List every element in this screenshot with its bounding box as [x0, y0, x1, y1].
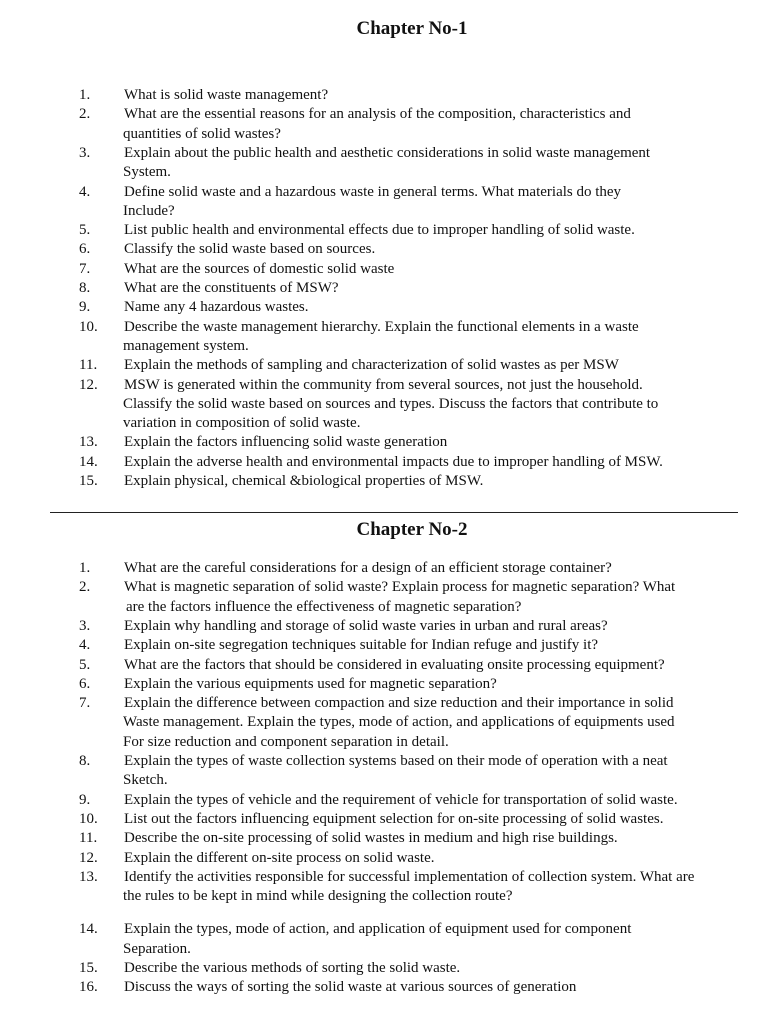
question-line: are the factors influence the effectiveness of magnetic separation? — [126, 598, 522, 615]
question-number: 8. — [79, 753, 91, 769]
question-line: Explain the difference between compaction and size reduction and their importance in solid — [124, 695, 674, 712]
question-number: 13. — [79, 434, 98, 451]
question-number: 9. — [79, 791, 91, 808]
question-number: 3. — [79, 617, 91, 634]
question-line: Classify the solid waste based on sources. — [124, 241, 376, 258]
question-text — [124, 298, 754, 317]
question-number: 2. — [79, 106, 91, 123]
question-number: 4. — [79, 183, 91, 200]
question-number: 13. — [79, 868, 98, 885]
question-line: Explain the types, mode of action, and application of equipment used for component — [124, 921, 632, 938]
question-text — [124, 86, 754, 105]
question-number: 15. — [79, 960, 98, 976]
question-number: 7. — [79, 695, 91, 712]
question-number: 11. — [79, 830, 98, 847]
question-text — [124, 791, 754, 810]
question-line: MSW is generated within the community from several sources, not just the household. — [124, 376, 643, 393]
question-text — [124, 279, 754, 298]
question-text — [124, 559, 754, 578]
question-line: Define solid waste and a hazardous waste in general terms. What materials do they — [124, 183, 622, 200]
question-number: 4. — [79, 637, 91, 654]
question-text — [124, 240, 754, 259]
question-text — [124, 221, 754, 240]
question-number: 12. — [79, 376, 98, 393]
question-line: Explain the factors influencing solid waste generation — [124, 434, 448, 451]
question-number: 2. — [79, 579, 91, 596]
question-line: the rules to be kept in mind while designing the collection route? — [123, 888, 513, 905]
question-number: 14. — [79, 453, 98, 470]
question-line: Explain physical, chemical &biological properties of MSW. — [124, 473, 484, 489]
question-text — [124, 356, 754, 375]
question-number: 15. — [79, 473, 98, 489]
question-number: 8. — [79, 280, 91, 296]
question-text — [124, 144, 754, 183]
question-line: Explain the adverse health and environmental impacts due to improper handling of MSW. — [124, 453, 663, 470]
question-line: Explain the types of waste collection systems based on their mode of operation with a neat — [124, 753, 668, 769]
question-text — [124, 829, 754, 848]
question-text — [124, 920, 754, 959]
question-line: variation in composition of solid waste. — [123, 415, 361, 432]
question-line: What are the sources of domestic solid waste — [124, 260, 395, 277]
question-text — [124, 578, 754, 617]
question-line: For size reduction and component separation in detail. — [123, 733, 449, 750]
chapter-2-title: Chapter No-2 — [356, 519, 468, 540]
question-line: List out the factors influencing equipment selection for on-site processing of solid wastes. — [124, 810, 664, 827]
question-line: Explain the methods of sampling and characterization of solid wastes as per MSW — [124, 357, 619, 374]
question-number: 1. — [79, 87, 91, 103]
question-line: What is magnetic separation of solid waste? Explain process for magnetic separation? What — [124, 579, 676, 596]
question-text — [124, 453, 754, 472]
question-number: 1. — [79, 560, 91, 576]
question-text — [124, 849, 754, 868]
question-number: 5. — [79, 656, 91, 673]
question-number: 3. — [79, 144, 91, 161]
question-line: Sketch. — [123, 772, 168, 789]
question-text — [124, 105, 754, 144]
question-text — [124, 959, 754, 978]
question-line: Discuss the ways of sorting the solid waste at various sources of generation — [124, 979, 577, 996]
question-line: Classify the solid waste based on sources and types. Discuss the factors that contribute to — [123, 395, 659, 412]
question-number: 16. — [79, 979, 98, 996]
question-text — [124, 675, 754, 694]
chapter-1-title: Chapter No-1 — [356, 18, 468, 39]
question-line: Explain on-site segregation techniques suitable for Indian refuge and justify it? — [124, 637, 599, 654]
question-line: Describe the various methods of sorting the solid waste. — [124, 960, 461, 976]
question-number: 6. — [79, 675, 91, 692]
question-text — [124, 376, 754, 434]
question-line: Explain the types of vehicle and the requirement of vehicle for transportation of solid waste. — [124, 791, 678, 808]
question-text — [124, 260, 754, 279]
question-text — [124, 433, 754, 452]
question-number: 10. — [79, 318, 98, 335]
question-text — [124, 978, 754, 997]
question-text — [124, 810, 754, 829]
question-text — [124, 656, 754, 675]
question-number: 12. — [79, 849, 98, 866]
question-line: List public health and environmental effects due to improper handling of solid waste. — [124, 222, 635, 239]
section-divider — [50, 512, 738, 513]
question-line: Include? — [123, 202, 175, 219]
question-number: 7. — [79, 260, 91, 277]
question-text — [124, 183, 754, 222]
question-line: Describe the waste management hierarchy. Explain the functional elements in a waste — [124, 318, 639, 335]
question-line: What are the factors that should be considered in evaluating onsite processing equipment? — [124, 656, 665, 673]
question-line: Explain why handling and storage of solid waste varies in urban and rural areas? — [124, 617, 608, 634]
question-line: What are the essential reasons for an analysis of the composition, characteristics and — [124, 106, 631, 123]
question-line: System. — [123, 164, 171, 181]
question-line: Waste management. Explain the types, mode of action, and applications of equipments used — [123, 714, 675, 731]
question-number: 11. — [79, 357, 98, 374]
question-line: Name any 4 hazardous wastes. — [124, 299, 309, 316]
question-line: quantities of solid wastes? — [123, 125, 281, 142]
question-line: What is solid waste management? — [124, 87, 329, 103]
question-text — [124, 636, 754, 655]
question-line: What are the constituents of MSW? — [124, 280, 339, 296]
question-line: Identify the activities responsible for successful implementation of collection system. What are — [124, 868, 695, 885]
question-number: 10. — [79, 810, 98, 827]
question-text — [124, 694, 754, 752]
question-text — [124, 617, 754, 636]
question-text — [124, 318, 754, 357]
question-line: Explain the different on-site process on solid waste. — [124, 849, 435, 866]
question-line: Explain about the public health and aesthetic considerations in solid waste management — [124, 144, 651, 161]
question-number: 6. — [79, 241, 91, 258]
question-line: Describe the on-site processing of solid wastes in medium and high rise buildings. — [124, 830, 618, 847]
question-line: management system. — [123, 337, 249, 354]
question-line: What are the careful considerations for a design of an efficient storage container? — [124, 560, 612, 576]
question-line: Separation. — [123, 940, 191, 957]
question-number: 14. — [79, 921, 98, 938]
question-text — [124, 752, 754, 791]
question-text — [124, 868, 754, 907]
question-number: 5. — [79, 222, 91, 239]
question-number: 9. — [79, 299, 91, 316]
question-text — [124, 472, 754, 491]
question-line: Explain the various equipments used for magnetic separation? — [124, 675, 497, 692]
